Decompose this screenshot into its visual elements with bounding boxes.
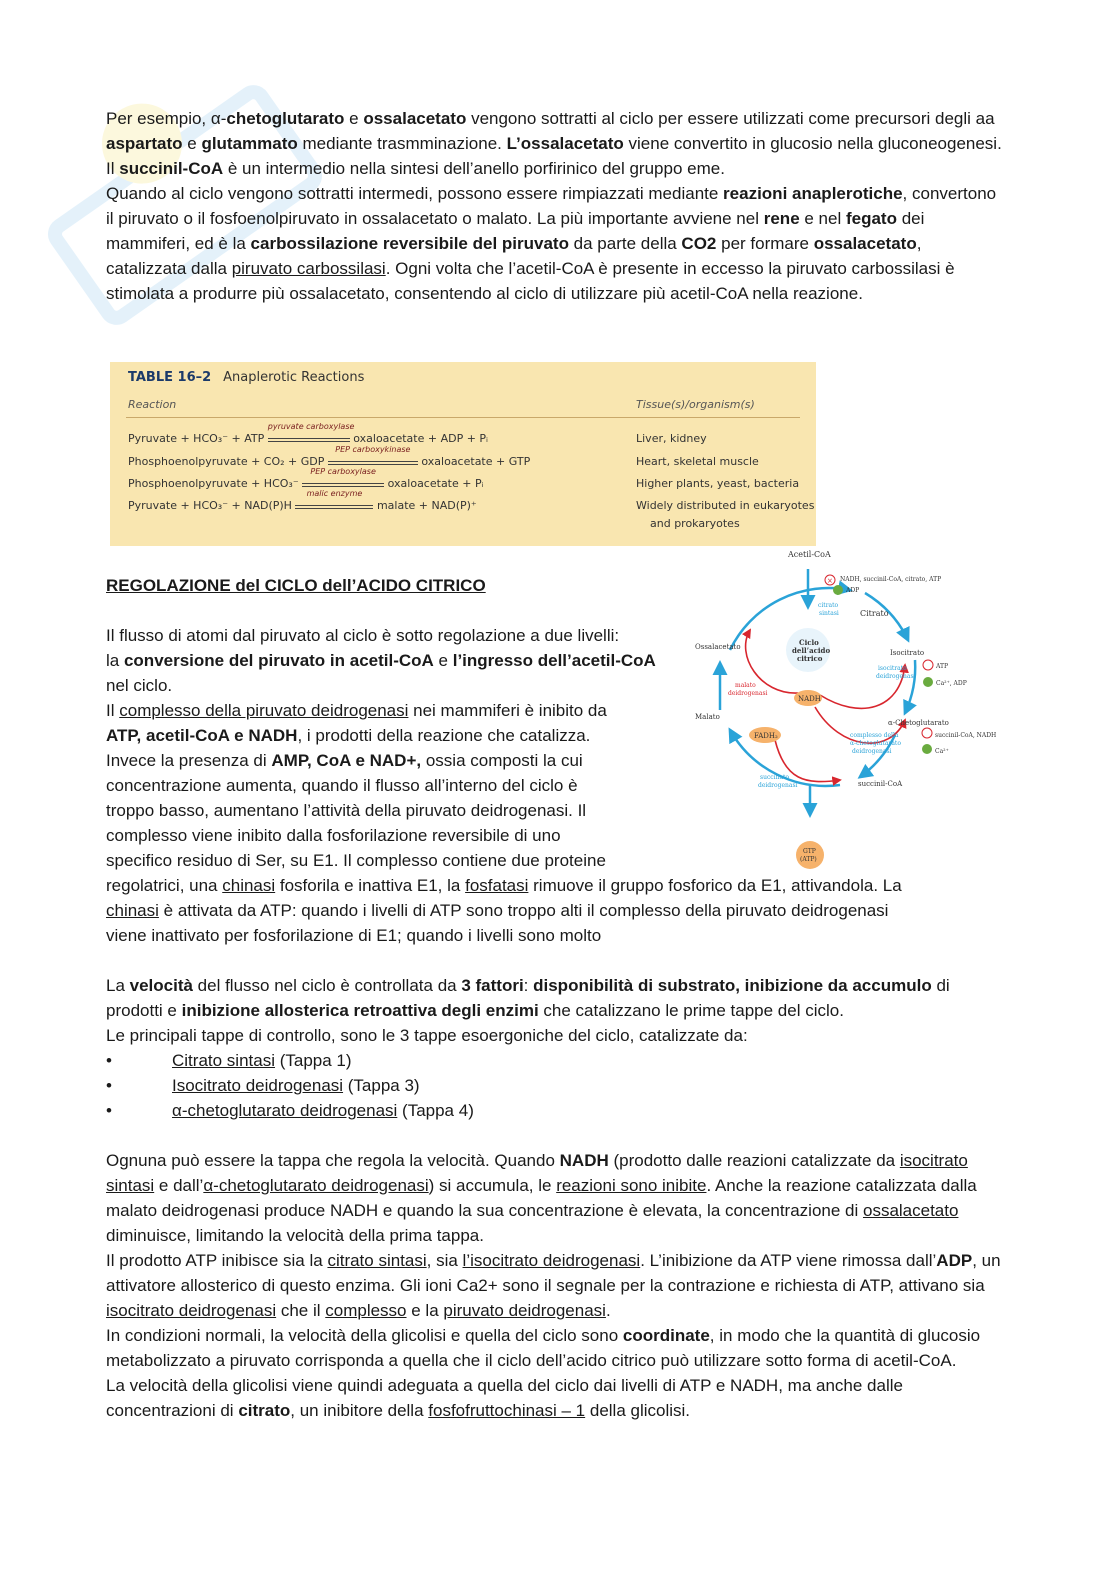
- table-row: Phosphoenolpyruvate + CO₂ + GDP PEP carboxykinase oxaloacetate + GTP: [128, 445, 531, 468]
- label-akg-enz: α-chetoglutarato: [850, 740, 901, 747]
- gtp-node: [796, 841, 824, 869]
- text-p5: La velocità del flusso nel ciclo è controllata da 3 fattori: disponibilità di substrato, inibizione da accumulo di prodotti e inibizione allosterica retroattiva degli enzimi che catalizzano le prime tappe del ciclo.: [106, 976, 950, 1020]
- inhibitor-icon: [923, 660, 933, 670]
- text-p5b: Le principali tappe di controllo, sono le 3 tappe esoergoniche del ciclo, catalizzate da:: [106, 1026, 748, 1045]
- line: Il flusso di atomi dal piruvato al ciclo è sotto regolazione a due livelli:: [106, 626, 620, 645]
- label-acetil: Acetil-CoA: [788, 550, 831, 559]
- activator-icon: [922, 744, 932, 754]
- label-akg-enz: complesso della: [850, 732, 899, 739]
- label-center: citrico: [797, 654, 823, 663]
- label-center: dell’acido: [792, 646, 831, 655]
- label-citrato: Citrato: [860, 609, 889, 618]
- text-p7: Il prodotto ATP inibisce sia la citrato sintasi, sia l’isocitrato deidrogenasi. L’inibizione da ATP viene rimossa dall’ADP, un attivatore allosterico di questo enzima. Gli ioni Ca2+ sono il segnale per la contrazione e richiesta di ATP, attivano sia isocitrato deidrogenasi che il complesso e la piruvato deidrogenasi.: [106, 1251, 1001, 1320]
- text-p2: Il succinil-CoA è un intermedio nella sintesi dell’anello porfirinico del gruppo eme.: [106, 159, 725, 178]
- label-center: Ciclo: [799, 638, 819, 647]
- activator-icon: [833, 585, 843, 595]
- table-row: Pyruvate + HCO₃⁻ + ATP pyruvate carboxylase oxaloacetate + ADP + Pᵢ: [128, 422, 489, 445]
- label-akg: α-Chetoglutarato: [888, 719, 949, 727]
- citric-acid-cycle-diagram: [690, 545, 1005, 870]
- label-malato: Malato: [695, 713, 720, 721]
- label-succ-enz: deidrogenasi: [758, 782, 798, 789]
- activator-icon: [923, 677, 933, 687]
- label-iso-enz: deidrogenasi: [876, 673, 916, 680]
- table-cell-tissue-cont: and prokaryotes: [650, 517, 740, 530]
- list-item: • Isocitrato deidrogenasi (Tappa 3): [106, 1076, 420, 1095]
- text-p6: Ognuna può essere la tappa che regola la velocità. Quando NADH (prodotto dalle reazioni catalizzate da isocitrato sintasi e dall’α-chetoglutarato deidrogenasi) si accumula, le reazioni sono inibite. Anche la reazione catalizzata dalla malato deidrogenasi produce NADH e quando la sua concentrazione è elevata, la concentrazione di ossalacetato diminuisce, limitando la velocità della prima tappa.: [106, 1151, 977, 1245]
- line: chinasi è attivata da ATP: quando i livelli di ATP sono troppo alti il complesso della piruvato deidrogenasi: [106, 901, 889, 920]
- table-cell-tissue: Liver, kidney: [636, 432, 707, 445]
- text-p8: In condizioni normali, la velocità della glicolisi e quella del ciclo sono coordinate, in modo che la quantità di glucosio metabolizzato a piruvato corrisponda a quella che il ciclo dell’acido citrico può utilizzare sotto forma di acetil-CoA.: [106, 1326, 981, 1370]
- table-cell-tissue: Widely distributed in eukaryotes: [636, 499, 815, 512]
- table-divider: [126, 417, 800, 418]
- label-atp2: (ATP): [800, 856, 817, 863]
- line: specifico residuo di Ser, su E1. Il complesso contiene due proteine: [106, 851, 606, 870]
- text-p3: Quando al ciclo vengono sottratti intermedi, possono essere rimpiazzati mediante reazioni anaplerotiche, convertono il piruvato o il fosfoenolpiruvato in ossalacetato o malato. La più importante avviene nel rene e nel fegato dei mammiferi, ed è la carbossilazione reversibile del piruvato da parte della CO2 per formare ossalacetato, catalizzata dalla piruvato carbossilasi. Ogni volta che l’acetil-CoA è presente in eccesso la piruvato carbossilasi è stimolata a produrre più ossalacetato, consentendo al ciclo di utilizzare più acetil-CoA nella reazione.: [106, 184, 997, 303]
- line: Il complesso della piruvato deidrogenasi nei mammiferi è inibito da: [106, 701, 607, 720]
- inhibitor-icon: ×: [827, 577, 833, 585]
- line: nel ciclo.: [106, 676, 173, 695]
- list-item: • Citrato sintasi (Tappa 1): [106, 1051, 352, 1070]
- col-tissue: Tissue(s)/organism(s): [636, 398, 755, 411]
- line: regolatrici, una chinasi fosforila e inattiva E1, la fosfatasi rimuove il gruppo fosforico da E1, attivandola. La: [106, 876, 902, 895]
- paragraph-velocity: [106, 973, 1006, 1048]
- line: Invece la presenza di AMP, CoA e NAD+, ossia composti la cui: [106, 751, 583, 770]
- label-iso-enz: isocitrato: [878, 665, 907, 672]
- line: complesso viene inibito dalla fosforilazione reversibile di uno: [106, 826, 561, 845]
- table-row: Pyruvate + HCO₃⁻ + NAD(P)H malic enzyme malate + NAD(P)⁺: [128, 489, 477, 512]
- line: concentrazione aumenta, quando il flusso all’interno del ciclo è: [106, 776, 578, 795]
- table-title: TABLE 16–2 Anaplerotic Reactions: [128, 370, 365, 385]
- label-isocitrato: Isocitrato: [890, 649, 925, 657]
- control-steps-list: [106, 1048, 1006, 1123]
- paragraph-precursors: [106, 106, 1006, 306]
- label-nadh: NADH: [798, 695, 821, 703]
- label-atp: ATP: [936, 663, 949, 670]
- label-citrato-sintasi: citrato: [818, 602, 839, 609]
- label-ossalacetato: Ossalacetato: [695, 643, 741, 651]
- label-adp: ADP: [846, 587, 860, 594]
- label-gtp: GTP: [803, 848, 816, 855]
- anaplerotic-table: [110, 362, 816, 546]
- table-cell-tissue: Heart, skeletal muscle: [636, 455, 759, 468]
- label-inhib-akg: succinil-CoA, NADH: [935, 732, 997, 739]
- table-row: Phosphoenolpyruvate + HCO₃⁻ PEP carboxylase oxaloacetate + Pᵢ: [128, 467, 484, 490]
- section-heading: REGOLAZIONE del CICLO dell’ACIDO CITRICO: [106, 576, 486, 595]
- label-fadh2: FADH₂: [754, 732, 778, 740]
- label-malato-enz: malato: [735, 682, 756, 689]
- line: ATP, acetil-CoA e NADH, i prodotti della reazione che catalizza.: [106, 726, 591, 745]
- line: troppo basso, aumentano l’attività della piruvato deidrogenasi. Il: [106, 801, 587, 820]
- label-citrato-sintasi: sintasi: [819, 610, 839, 617]
- label-succinil: succinil-CoA: [858, 780, 903, 788]
- line: la conversione del piruvato in acetil-CoA e l’ingresso dell’acetil-CoA: [106, 651, 656, 670]
- label-succ-enz: succinato: [760, 774, 790, 781]
- paragraph-nadh-atp: [106, 1148, 1001, 1423]
- text-p9: La velocità della glicolisi viene quindi adeguata a quella del ciclo dai livelli di ATP e NADH, ma anche dalle concentrazioni di citrato, un inibitore della fosfofruttochinasi – 1 della glicolisi.: [106, 1376, 903, 1420]
- label-akg-enz: deidrogenasi: [852, 748, 892, 755]
- label-malato-enz: deidrogenasi: [728, 690, 768, 697]
- list-item: • α-chetoglutarato deidrogenasi (Tappa 4): [106, 1101, 474, 1120]
- inhibitor-icon: [922, 728, 932, 738]
- label-inhib-top: NADH, succinil-CoA, citrato, ATP: [840, 576, 942, 583]
- text-p1: Per esempio, α-chetoglutarato e ossalacetato vengono sottratti al ciclo per essere utilizzati come precursori degli aa aspartato e glutammato mediante trasmminazione. L’ossalacetato viene convertito in glucosio nella gluconeogenesi.: [106, 109, 1002, 153]
- label-ca-adp: Ca²⁺, ADP: [936, 680, 967, 687]
- col-reaction: Reaction: [128, 398, 177, 411]
- label-ca: Ca²⁺: [935, 748, 949, 755]
- table-cell-tissue: Higher plants, yeast, bacteria: [636, 477, 800, 490]
- line: viene inattivato per fosforilazione di E1; quando i livelli sono molto: [106, 926, 602, 945]
